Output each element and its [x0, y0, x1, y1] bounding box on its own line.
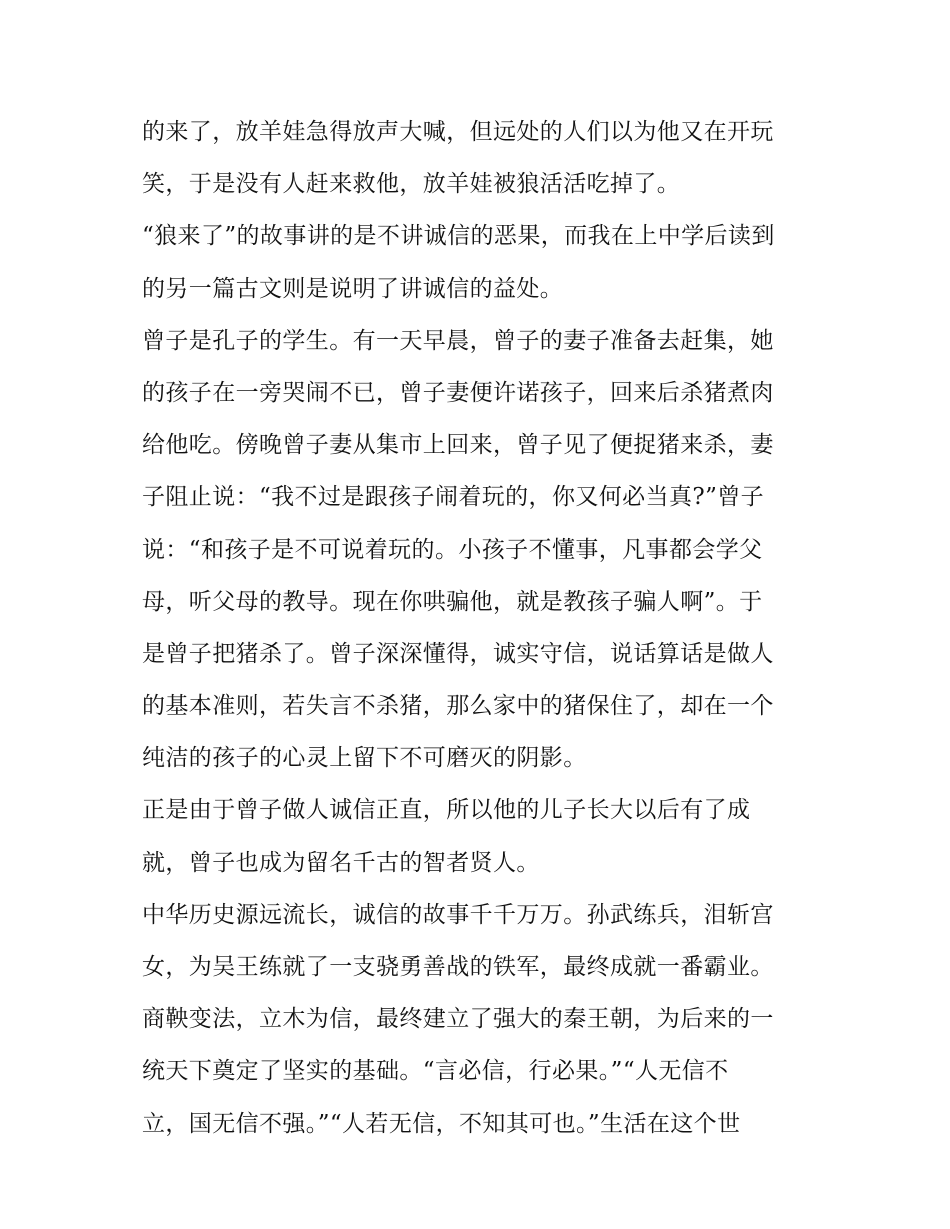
text-line: 纯洁的孩子的心灵上留下不可磨灭的阴影。 [142, 745, 587, 772]
body-text [142, 106, 822, 1150]
text-line: 子阻止说：“我不过是跟孩子闹着玩的，你又何必当真?”曾子 [142, 484, 765, 511]
text-line: 统天下奠定了坚实的基础。“言必信，行必果。”“人无信不 [142, 1058, 729, 1085]
text-line: 说：“和孩子是不可说着玩的。小孩子不懂事，凡事都会学父 [142, 536, 763, 563]
text-line: 正是由于曾子做人诚信正直，所以他的儿子长大以后有了成 [142, 797, 751, 824]
text-line: 就，曾子也成为留名千古的智者贤人。 [142, 849, 540, 876]
text-line: 的来了，放羊娃急得放声大喊，但远处的人们以为他又在开玩 [142, 119, 774, 145]
text-line: 母，听父母的教导。现在你哄骗他，就是教孩子骗人啊”。于 [142, 588, 763, 615]
text-line: 的孩子在一旁哭闹不已，曾子妻便许诺孩子，回来后杀猪煮肉 [142, 379, 774, 406]
text-line: 笑，于是没有人赶来救他，放羊娃被狼活活吃掉了。 [142, 171, 681, 198]
text-line: “狼来了”的故事讲的是不讲诚信的恶果，而我在上中学后读到 [142, 223, 775, 250]
text-line: 的基本准则，若失言不杀猪，那么家中的猪保住了，却在一个 [142, 693, 774, 720]
text-line: 给他吃。傍晚曾子妻从集市上回来，曾子见了便捉猪来杀，妻 [142, 432, 774, 459]
text-line: 曾子是孔子的学生。有一天早晨，曾子的妻子准备去赶集，她 [142, 327, 774, 354]
text-line: 商鞅变法，立木为信，最终建立了强大的秦王朝，为后来的一 [142, 1006, 774, 1033]
text-line: 的另一篇古文则是说明了讲诚信的益处。 [142, 275, 564, 302]
text-line: 是曾子把猪杀了。曾子深深懂得，诚实守信，说话算话是做人 [142, 640, 774, 667]
text-line: 立，国无信不强。”“人若无信，不知其可也。”生活在这个世 [142, 1110, 741, 1137]
text-line: 女，为吴王练就了一支骁勇善战的铁军，最终成就一番霸业。 [142, 954, 774, 980]
text-line: 中华历史源远流长，诚信的故事千千万万。孙武练兵，泪斩宫 [142, 901, 774, 928]
